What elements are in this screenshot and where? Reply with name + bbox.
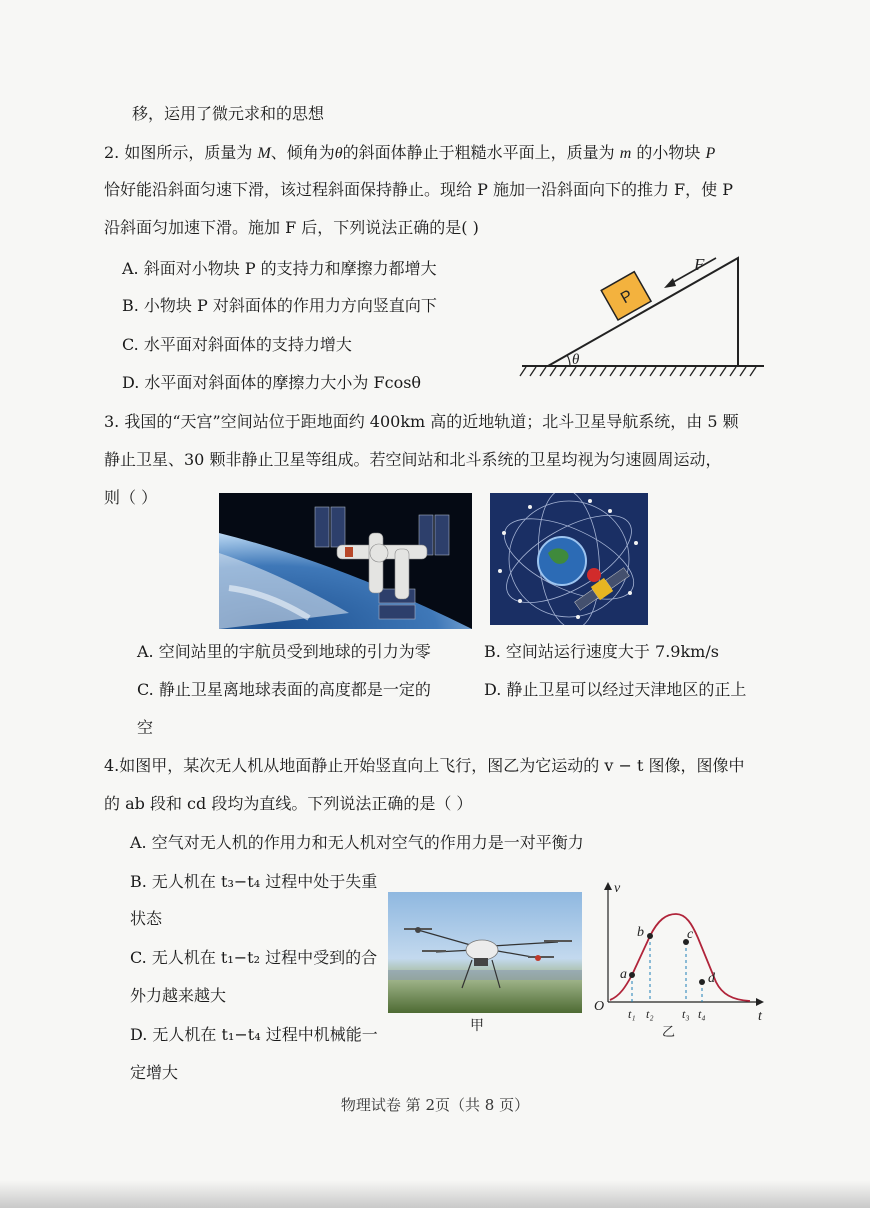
guide-lines xyxy=(632,936,702,1002)
question-3-option-b: B. 空间站运行速度大于 7.9km/s xyxy=(484,642,719,661)
question-3-line-1: 3. 我国的“天宫”空间站位于距地面约 400km 高的近地轨道；北斗卫星导航系统，由 5 颗 xyxy=(104,412,739,431)
space-station-photo xyxy=(219,493,472,629)
question-3-line-3: 则（ ） xyxy=(104,488,158,507)
label-c: c xyxy=(687,927,694,942)
y-axis-label: v xyxy=(614,881,621,896)
scan-shadow xyxy=(0,1180,870,1208)
force-arrow xyxy=(670,258,716,284)
question-2-line-3: 沿斜面匀加速下滑。施加 F 后，下列说法正确的是( ) xyxy=(104,218,479,237)
point-b xyxy=(647,933,653,939)
tick-t4: t₄ xyxy=(698,1007,706,1021)
var-m: m xyxy=(619,145,632,162)
text: 的斜面体静止于粗糙水平面上，质量为 xyxy=(342,143,620,162)
question-2-option-b: B. 小物块 P 对斜面体的作用力方向竖直向下 xyxy=(122,296,437,315)
tick-t3: t₃ xyxy=(682,1007,690,1021)
force-arrow-head xyxy=(664,278,676,288)
question-4-option-c-line-1: C. 无人机在 t₁−t₂ 过程中受到的合 xyxy=(130,948,378,967)
question-2-option-d: D. 水平面对斜面体的摩擦力大小为 Fcosθ xyxy=(122,373,422,392)
incline-diagram xyxy=(518,250,768,385)
question-2-line-1 xyxy=(104,141,715,166)
question-3-option-c: C. 静止卫星离地球表面的高度都是一定的 xyxy=(137,680,431,699)
x-axis-arrow xyxy=(756,998,764,1006)
text: 的小物块 xyxy=(631,143,706,162)
y-axis-arrow xyxy=(604,882,612,890)
label-d: d xyxy=(708,971,715,986)
caption-yi: 乙 xyxy=(662,1025,676,1040)
force-label: F xyxy=(694,255,705,274)
var-P: P xyxy=(705,145,716,162)
origin-label: O xyxy=(594,999,605,1014)
x-axis-label: t xyxy=(758,1009,762,1024)
question-3-option-d-cont: 空 xyxy=(137,718,154,737)
incline-body xyxy=(548,258,738,366)
angle-arc xyxy=(567,355,570,366)
question-4-option-b-line-2: 状态 xyxy=(130,909,163,928)
point-d xyxy=(699,979,705,985)
question-3-line-2: 静止卫星、30 颗非静止卫星等组成。若空间站和北斗系统的卫星均视为匀速圆周运动， xyxy=(104,450,722,469)
label-b: b xyxy=(637,925,644,940)
block-label: P xyxy=(618,287,636,308)
point-a xyxy=(629,972,635,978)
angle-label: θ xyxy=(572,352,580,368)
vt-graph xyxy=(592,878,772,1040)
tick-t1: t₁ xyxy=(628,1007,636,1021)
question-2-option-a: A. 斜面对小物块 P 的支持力和摩擦力都增大 xyxy=(122,259,437,278)
question-4-option-a: A. 空气对无人机的作用力和无人机对空气的作用力是一对平衡力 xyxy=(130,833,584,852)
question-4-option-c-line-2: 外力越来越大 xyxy=(130,986,227,1005)
question-3-option-d: D. 静止卫星可以经过天津地区的正上 xyxy=(484,680,747,699)
question-2-option-c: C. 水平面对斜面体的支持力增大 xyxy=(122,335,352,354)
question-3-option-a: A. 空间站里的宇航员受到地球的引力为零 xyxy=(137,642,431,661)
drone-photo xyxy=(388,892,582,1013)
var-theta: θ xyxy=(334,145,343,162)
question-4-line-2: 的 ab 段和 cd 段均为直线。下列说法正确的是（ ） xyxy=(104,794,473,813)
text: 、倾角为 xyxy=(270,143,335,162)
question-2-line-2: 恰好能沿斜面匀速下滑，该过程斜面保持静止。现给 P 施加一沿斜面向下的推力 F，使 P xyxy=(104,180,733,199)
tick-t2: t₂ xyxy=(646,1007,654,1021)
text-line: 移，运用了微元求和的思想 xyxy=(132,104,325,123)
label-a: a xyxy=(620,967,627,982)
text: 2. 如图所示，质量为 xyxy=(104,143,258,162)
question-4-option-d-line-1: D. 无人机在 t₁−t₄ 过程中机械能一 xyxy=(130,1025,378,1044)
question-4-option-d-line-2: 定增大 xyxy=(130,1063,179,1082)
page-footer: 物理试卷 第 2页（共 8 页） xyxy=(340,1096,530,1114)
satellite-constellation-photo xyxy=(490,493,648,625)
question-4-line-1: 4.如图甲，某次无人机从地面静止开始竖直向上飞行，图乙为它运动的 v − t 图像，图像中 xyxy=(104,756,745,775)
question-4-option-b-line-1: B. 无人机在 t₃−t₄ 过程中处于失重 xyxy=(130,872,378,891)
ground-hatch xyxy=(520,367,756,376)
caption-jia: 甲 xyxy=(470,1018,484,1034)
velocity-curve xyxy=(610,914,750,1001)
var-M: M xyxy=(257,145,271,162)
